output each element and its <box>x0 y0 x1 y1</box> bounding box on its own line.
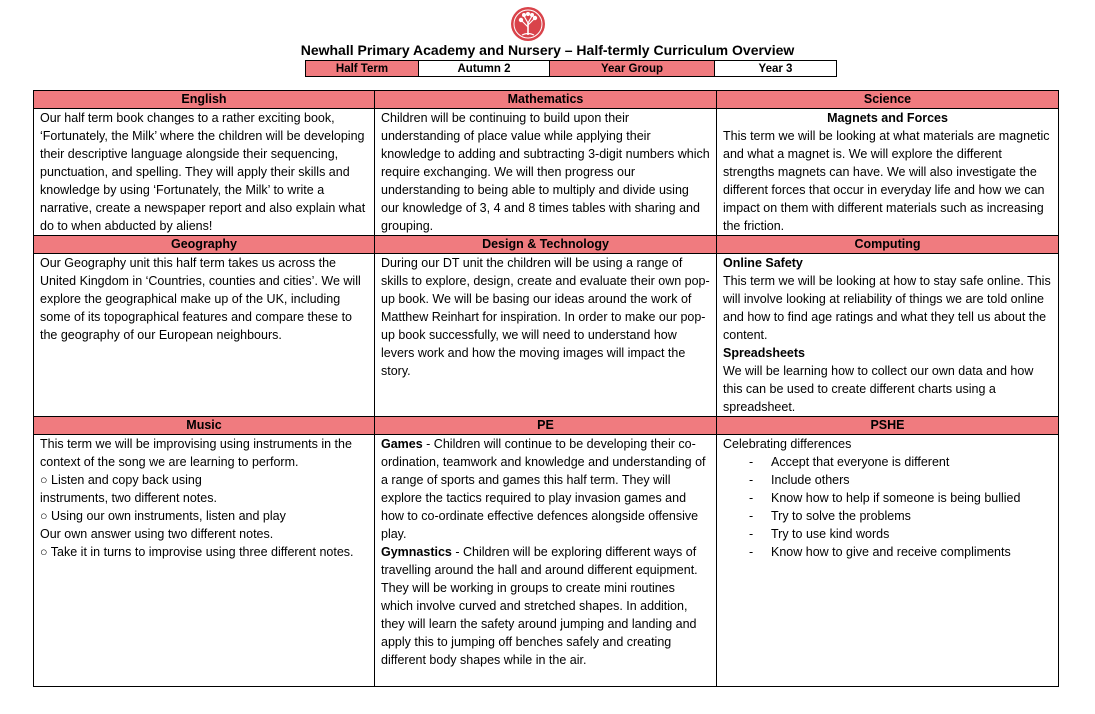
year-group-label: Year Group <box>550 61 715 77</box>
music-line: ○ Take it in turns to improvise using three different notes. <box>40 545 354 559</box>
music-line: ○ Using our own instruments, listen and play <box>40 509 286 523</box>
pshe-cell <box>717 435 1059 687</box>
pe-heading: PE <box>375 417 717 435</box>
science-subheading: Magnets and Forces <box>827 111 948 125</box>
music-heading: Music <box>34 417 375 435</box>
geography-heading: Geography <box>34 236 375 254</box>
pe-gym-label: Gymnastics <box>381 545 452 559</box>
list-item: - Accept that everyone is different <box>723 453 1052 471</box>
dt-text: During our DT unit the children will be using a range of skills to explore, design, create and evaluate their own pop-up book. We will be basing our ideas around the work of Matthew Reinhart for inspiration. In order to make our pop-up book successfully, we will need to understand how levers work and how the moving images will impact the story. <box>381 256 710 378</box>
pe-cell <box>375 435 717 687</box>
geography-cell <box>34 254 375 417</box>
list-item: - Try to use kind words <box>723 525 1052 543</box>
list-item: - Include others <box>723 471 1052 489</box>
music-line: instruments, two different notes. <box>40 491 217 505</box>
computing-text-online-safety: This term we will be looking at how to stay safe online. This will involve looking at reliability of things we are told online and how to find age ratings and what they tell us about the content. <box>723 274 1051 342</box>
pe-gymnastics <box>381 543 710 669</box>
pe-gym-text: - Children will be exploring different ways of travelling around the hall and around different equipment. They will be working in groups to create mini routines which involve curved and stretched shapes. In addition, they will learn the safety around jumping and landing and apply this to jumping off benches safely and creating different body shapes while in the air. <box>381 545 698 667</box>
english-cell <box>34 109 375 236</box>
pe-games <box>381 435 710 543</box>
dt-heading: Design & Technology <box>375 236 717 254</box>
list-item: - Know how to help if someone is being bullied <box>723 489 1052 507</box>
music-line: This term we will be improvising using instruments in the context of the song we are learning to perform. <box>40 437 352 469</box>
music-line: Our own answer using two different notes. <box>40 527 274 541</box>
list-item: - Know how to give and receive compliments <box>723 543 1052 561</box>
science-cell <box>717 109 1059 236</box>
maths-cell <box>375 109 717 236</box>
computing-cell <box>717 254 1059 417</box>
curriculum-grid <box>33 90 1059 687</box>
dt-cell <box>375 254 717 417</box>
year-group-value: Year 3 <box>715 61 837 77</box>
tree-logo-icon <box>510 6 546 42</box>
pshe-intro: Celebrating differences <box>723 437 852 451</box>
maths-heading: Mathematics <box>375 91 717 109</box>
computing-text-spreadsheets: We will be learning how to collect our own data and how this can be used to create different charts using a spreadsheet. <box>723 364 1034 414</box>
half-term-value: Autumn 2 <box>419 61 550 77</box>
list-item: - Try to solve the problems <box>723 507 1052 525</box>
half-term-label: Half Term <box>306 61 419 77</box>
science-heading: Science <box>717 91 1059 109</box>
maths-text: Children will be continuing to build upon their understanding of place value while applying their knowledge to adding and subtracting 3-digit numbers which require exchanging. We will then progress our understanding to being able to multiply and divide using our knowledge of 3, 4 and 8 times tables with sharing and grouping. <box>381 111 710 233</box>
english-heading: English <box>34 91 375 109</box>
term-info-table <box>305 60 837 77</box>
computing-sub-online-safety: Online Safety <box>723 256 803 270</box>
music-cell <box>34 435 375 687</box>
science-text: This term we will be looking at what materials are magnetic and what a magnet is. We will explore the different strengths magnets can have. We will also investigate the different forces that occur in everyday life and how we can impact on them with different materials such as increasing the friction. <box>723 129 1050 233</box>
pe-games-label: Games <box>381 437 423 451</box>
page-title: Newhall Primary Academy and Nursery – Half-termly Curriculum Overview <box>300 42 795 58</box>
pshe-list <box>723 453 1052 561</box>
geography-text: Our Geography unit this half term takes us across the United Kingdom in ‘Countries, counties and cities’. We will explore the geographical make up of the UK, including some of its topographical features and compare these to the geography of our European neighbours. <box>40 256 361 342</box>
pe-games-text: - Children will continue to be developing their co-ordination, teamwork and knowledge and understanding of a range of sports and games this half term. They will explore the tactics required to play invasion games and how to co-ordinate effective defences alongside offensive play. <box>381 437 706 541</box>
pshe-heading: PSHE <box>717 417 1059 435</box>
music-line: ○ Listen and copy back using <box>40 473 202 487</box>
computing-sub-spreadsheets: Spreadsheets <box>723 346 805 360</box>
english-text: Our half term book changes to a rather exciting book, ‘Fortunately, the Milk’ where the children will be developing their descriptive language alongside their sequencing, punctuation, and spelling. They will apply their skills and knowledge by using ‘Fortunately, the Milk’ to write a narrative, create a newspaper report and also explain what do to when abducted by aliens! <box>40 111 366 233</box>
computing-heading: Computing <box>717 236 1059 254</box>
